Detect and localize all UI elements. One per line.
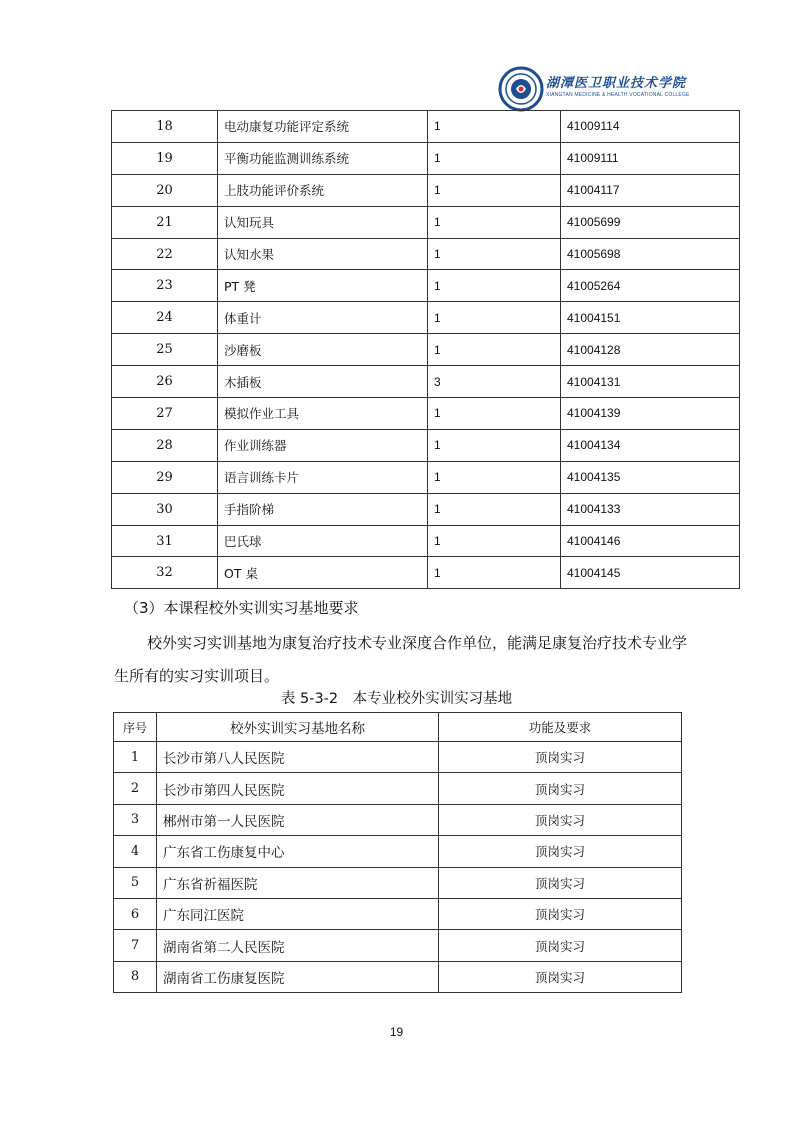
item-quantity: 1	[428, 206, 561, 238]
item-quantity: 3	[428, 366, 561, 398]
base-function: 顶岗实习	[439, 804, 682, 835]
base-function: 顶岗实习	[439, 961, 682, 992]
table-row	[112, 174, 740, 206]
header-function: 功能及要求	[439, 713, 682, 742]
base-name: 广东省工伤康复中心	[157, 836, 439, 867]
item-number: 26	[112, 366, 218, 398]
base-name: 长沙市第八人民医院	[157, 742, 439, 773]
item-number: 31	[112, 525, 218, 557]
item-number: 30	[112, 493, 218, 525]
table-row	[112, 238, 740, 270]
item-code: 41004133	[561, 493, 740, 525]
table-row	[112, 461, 740, 493]
item-quantity: 1	[428, 174, 561, 206]
item-name: 语言训练卡片	[218, 461, 428, 493]
item-quantity: 1	[428, 525, 561, 557]
header-no: 序号	[114, 713, 157, 742]
item-name: 认知玩具	[218, 206, 428, 238]
item-number: 21	[112, 206, 218, 238]
table-caption: 表 5-3-2 本专业校外实训实习基地	[280, 691, 513, 707]
item-quantity: 1	[428, 398, 561, 430]
table-row	[112, 334, 740, 366]
college-logo	[498, 66, 688, 114]
item-number: 20	[112, 174, 218, 206]
base-function: 顶岗实习	[439, 867, 682, 898]
item-number: 19	[112, 142, 218, 174]
base-number: 5	[114, 867, 157, 898]
base-number: 7	[114, 930, 157, 961]
table-row	[114, 930, 682, 961]
item-code: 41004134	[561, 429, 740, 461]
body-paragraph: 校外实习实训基地为康复治疗技术专业深度合作单位，能满足康复治疗技术专业学生所有的实习实训项目。	[114, 634, 688, 685]
college-english-name: XIANGTAN MEDICINE & HEALTH VOCATIONAL COLLEGE	[546, 92, 690, 98]
item-code: 41004135	[561, 461, 740, 493]
base-function: 顶岗实习	[439, 773, 682, 804]
table-row	[114, 773, 682, 804]
item-quantity: 1	[428, 238, 561, 270]
section-heading: （3）本课程校外实训实习基地要求	[124, 599, 359, 617]
item-number: 29	[112, 461, 218, 493]
item-name: 巴氏球	[218, 525, 428, 557]
item-number: 25	[112, 334, 218, 366]
base-name: 广东省祈福医院	[157, 867, 439, 898]
college-name: 湖潭医卫职业技术学院	[546, 76, 687, 91]
item-name: 平衡功能监测训练系统	[218, 142, 428, 174]
item-number: 28	[112, 429, 218, 461]
item-number: 23	[112, 270, 218, 302]
item-quantity: 1	[428, 429, 561, 461]
item-code: 41004145	[561, 557, 740, 589]
item-name: 上肢功能评价系统	[218, 174, 428, 206]
page-number: 19	[389, 1025, 404, 1039]
item-code: 41004131	[561, 366, 740, 398]
base-number: 3	[114, 804, 157, 835]
item-name: 作业训练器	[218, 429, 428, 461]
base-function: 顶岗实习	[439, 898, 682, 929]
table-row	[112, 493, 740, 525]
table-row	[114, 742, 682, 773]
base-name: 湖南省工伤康复医院	[157, 961, 439, 992]
header-base-name: 校外实训实习基地名称	[157, 713, 439, 742]
item-code: 41005264	[561, 270, 740, 302]
base-number: 8	[114, 961, 157, 992]
item-name: OT 桌	[218, 557, 428, 589]
item-number: 22	[112, 238, 218, 270]
item-number: 18	[112, 111, 218, 143]
item-quantity: 1	[428, 334, 561, 366]
item-code: 41004151	[561, 302, 740, 334]
item-name: 体重计	[218, 302, 428, 334]
item-quantity: 1	[428, 461, 561, 493]
base-name: 郴州市第一人民医院	[157, 804, 439, 835]
item-code: 41004117	[561, 174, 740, 206]
training-base-table	[113, 712, 682, 993]
item-name: 沙磨板	[218, 334, 428, 366]
item-quantity: 1	[428, 142, 561, 174]
table-row	[112, 557, 740, 589]
table-row	[112, 398, 740, 430]
item-quantity: 1	[428, 493, 561, 525]
table-row	[112, 111, 740, 143]
item-name: 模拟作业工具	[218, 398, 428, 430]
base-name: 湖南省第二人民医院	[157, 930, 439, 961]
base-name: 广东同江医院	[157, 898, 439, 929]
item-name: 认知水果	[218, 238, 428, 270]
table-row	[112, 525, 740, 557]
base-name: 长沙市第四人民医院	[157, 773, 439, 804]
base-number: 1	[114, 742, 157, 773]
equipment-table	[111, 110, 740, 589]
item-name: 手指阶梯	[218, 493, 428, 525]
base-function: 顶岗实习	[439, 836, 682, 867]
item-quantity: 1	[428, 302, 561, 334]
base-number: 4	[114, 836, 157, 867]
base-function: 顶岗实习	[439, 742, 682, 773]
table-row	[114, 867, 682, 898]
base-number: 2	[114, 773, 157, 804]
item-code: 41004146	[561, 525, 740, 557]
item-number: 27	[112, 398, 218, 430]
item-quantity: 1	[428, 270, 561, 302]
table-row	[112, 142, 740, 174]
item-code: 41004139	[561, 398, 740, 430]
college-emblem-icon	[498, 66, 544, 112]
item-code: 41005698	[561, 238, 740, 270]
table-row	[112, 206, 740, 238]
item-name: 电动康复功能评定系统	[218, 111, 428, 143]
item-code: 41005699	[561, 206, 740, 238]
table-row	[114, 804, 682, 835]
table-row	[112, 302, 740, 334]
item-quantity: 1	[428, 557, 561, 589]
base-function: 顶岗实习	[439, 930, 682, 961]
item-name: 木插板	[218, 366, 428, 398]
table-row	[112, 270, 740, 302]
table-row	[114, 961, 682, 992]
table-row	[114, 836, 682, 867]
table-row	[112, 366, 740, 398]
item-number: 24	[112, 302, 218, 334]
item-number: 32	[112, 557, 218, 589]
item-code: 41009114	[561, 111, 740, 143]
table-row	[114, 898, 682, 929]
item-code: 41004128	[561, 334, 740, 366]
table-header-row	[114, 713, 682, 742]
item-quantity: 1	[428, 111, 561, 143]
base-number: 6	[114, 898, 157, 929]
item-code: 41009111	[561, 142, 740, 174]
item-name: PT 凳	[218, 270, 428, 302]
table-row	[112, 429, 740, 461]
